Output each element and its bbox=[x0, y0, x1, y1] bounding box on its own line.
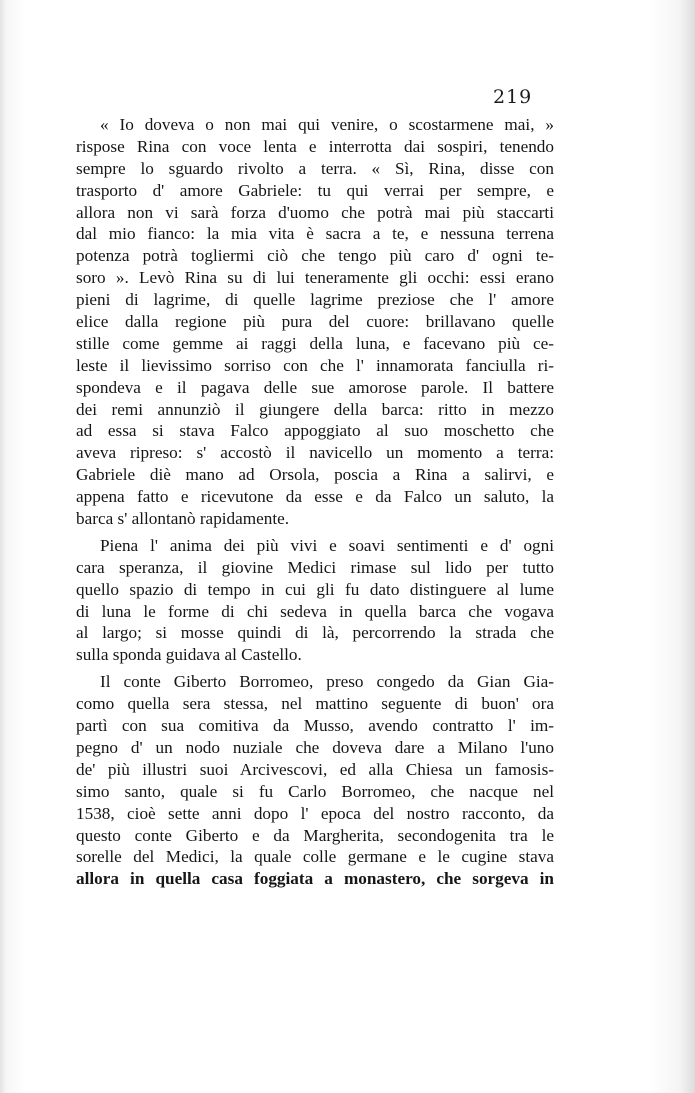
text-line: dei remi annunziò il giungere della barca: ritto in mezzo bbox=[76, 399, 554, 419]
text-line: questo conte Giberto e da Margherita, secondogenita tra le bbox=[76, 825, 554, 845]
text-line: como quella sera stessa, nel mattino seguente di buon' ora bbox=[76, 694, 554, 714]
text-line: Piena l' anima dei più vivi e soavi sentimenti e d' ogni bbox=[100, 535, 554, 555]
text-line: allora in quella casa foggiata a monastero, che sorgeva in bbox=[76, 869, 554, 889]
text-line: barca s' allontanò rapidamente. bbox=[76, 509, 290, 529]
body-text bbox=[76, 114, 554, 890]
text-line: cara speranza, il giovine Medici rimase sul lido per tutto bbox=[76, 557, 554, 577]
text-line: quello spazio di tempo in cui gli fu dato distinguere al lume bbox=[76, 579, 554, 599]
text-line: trasporto d' amore Gabriele: tu qui verrai per sempre, e bbox=[76, 180, 554, 200]
text-line: partì con sua comitiva da Musso, avendo contratto l' im- bbox=[76, 716, 554, 736]
page-number: 219 bbox=[493, 86, 533, 108]
paragraph-3 bbox=[76, 671, 554, 890]
text-line: aveva ripreso: s' accostò il navicello un momento a terra: bbox=[76, 443, 554, 463]
text-line: al largo; si mosse quindi di là, percorrendo la strada che bbox=[76, 623, 554, 643]
text-line: Gabriele diè mano ad Orsola, poscia a Rina a salirvi, e bbox=[76, 465, 554, 485]
text-line: spondeva e il pagava delle sue amorose parole. Il battere bbox=[76, 377, 554, 397]
text-line: appena fatto e ricevutone da esse e da Falco un saluto, la bbox=[76, 487, 554, 507]
text-line: stille come gemme ai raggi della luna, e facevano più ce- bbox=[76, 333, 554, 353]
text-line: pegno d' un nodo nuziale che doveva dare a Milano l'uno bbox=[76, 737, 554, 757]
text-line: simo santo, quale si fu Carlo Borromeo, che nacque nel bbox=[76, 781, 554, 801]
text-line: ad essa si stava Falco appoggiato al suo moschetto che bbox=[76, 421, 554, 441]
text-line: Il conte Giberto Borromeo, preso congedo da Gian Gia- bbox=[100, 672, 554, 692]
text-line: di luna le forme di chi sedeva in quella barca che vogava bbox=[76, 601, 554, 621]
text-line: potenza potrà togliermi ciò che tengo più caro d' ogni te- bbox=[76, 246, 554, 266]
text-line: « Io doveva o non mai qui venire, o scostarmene mai, » bbox=[100, 115, 554, 134]
text-line: sempre lo sguardo rivolto a terra. « Sì, Rina, disse con bbox=[76, 158, 554, 178]
text-line: elice dalla regione più pura del cuore: brillavano quelle bbox=[76, 312, 554, 332]
text-line: dal mio fianco: la mia vita è sacra a te, e nessuna terrena bbox=[76, 224, 554, 244]
text-line: leste il lievissimo sorriso con che l' innamorata fanciulla ri- bbox=[76, 355, 554, 375]
text-line: soro ». Levò Rina su di lui teneramente gli occhi: essi erano bbox=[76, 268, 554, 288]
text-line: rispose Rina con voce lenta e interrotta dai sospiri, tenendo bbox=[76, 136, 554, 156]
text-line: allora non vi sarà forza d'uomo che potrà mai più staccarti bbox=[76, 202, 554, 222]
text-line: de' più illustri suoi Arcivescovi, ed alla Chiesa un famosis- bbox=[76, 759, 554, 779]
paragraph-1 bbox=[76, 114, 554, 530]
text-line: sulla sponda guidava al Castello. bbox=[76, 645, 302, 665]
text-line: 1538, cioè sette anni dopo l' epoca del nostro racconto, da bbox=[76, 803, 554, 823]
paragraph-2 bbox=[76, 535, 554, 666]
text-line: pieni di lagrime, di quelle lagrime preziose che l' amore bbox=[76, 290, 554, 310]
text-line: sorelle del Medici, la quale colle germane e le cugine stava bbox=[76, 847, 554, 867]
